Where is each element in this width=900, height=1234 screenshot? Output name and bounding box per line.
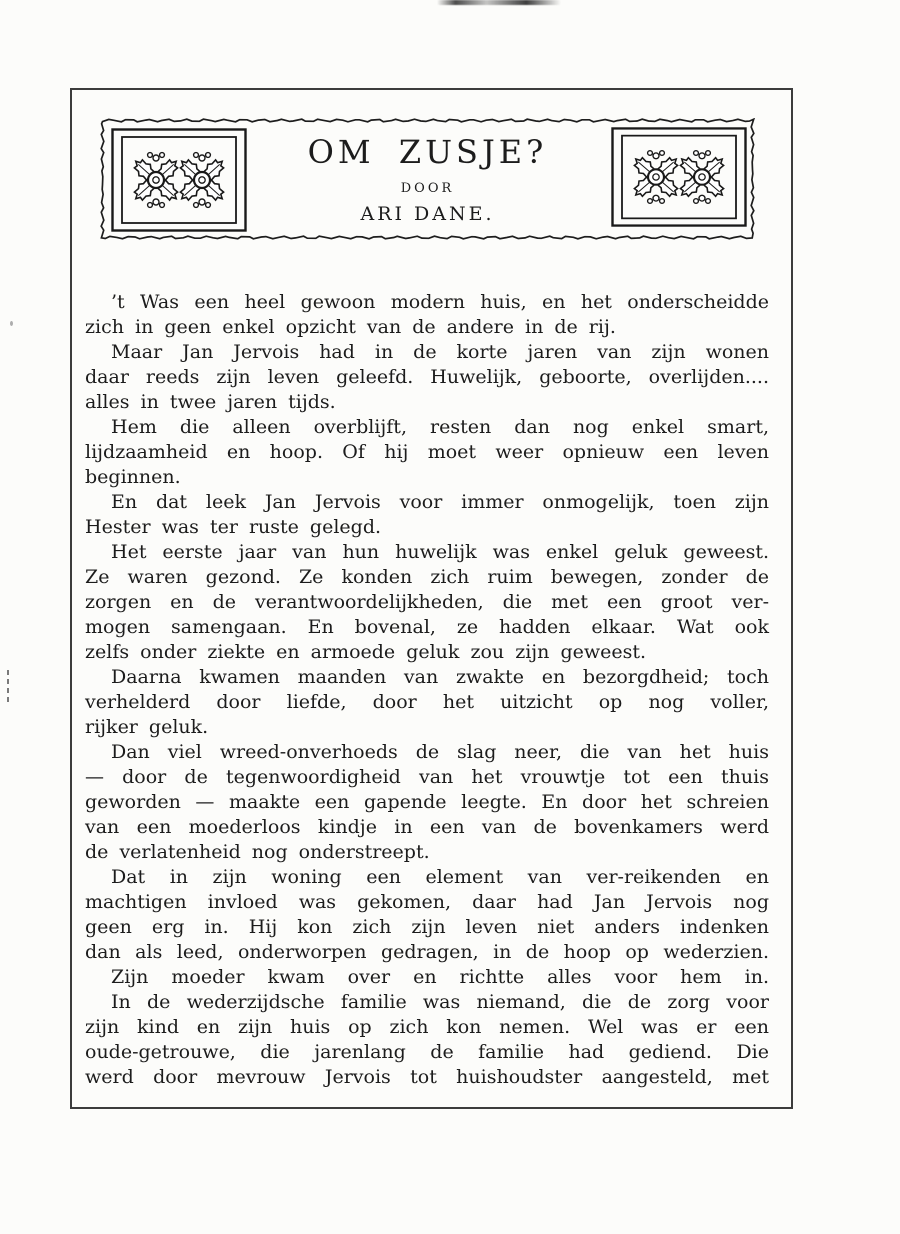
text-line: zorgen en de verantwoordelijkheden, die met een groot ver- <box>85 591 769 613</box>
page-border-frame <box>70 88 793 1109</box>
text-line: de verlatenheid nog onderstreept. <box>85 841 430 863</box>
paragraph <box>85 290 769 340</box>
paragraph <box>85 415 769 490</box>
scan-artifact-margin-dot <box>10 321 13 326</box>
title-header-box <box>100 118 755 240</box>
text-line: Maar Jan Jervois had in de korte jaren van zijn wonen <box>111 341 769 363</box>
text-line: zijn kind en zijn huis op zich kon nemen. Wel was er een <box>85 1016 769 1038</box>
text-line: Daarna kwamen maanden van zwakte en bezorgdheid; toch <box>111 666 769 688</box>
text-line: Dan viel wreed-onverhoeds de slag neer, die van het huis <box>111 741 769 763</box>
text-line: zelfs onder ziekte en armoede geluk zou zijn geweest. <box>85 641 647 663</box>
paragraph <box>85 340 769 415</box>
text-line: Hem die alleen overblijft, resten dan nog enkel smart, <box>111 416 769 438</box>
text-line: En dat leek Jan Jervois voor immer onmogelijk, toen zijn <box>111 491 769 513</box>
body-text <box>85 290 769 1090</box>
text-line: dan als leed, onderworpen gedragen, in de hoop op wederzien. <box>85 941 769 963</box>
oak-leaf-ornament-left-icon <box>111 128 247 232</box>
text-line: Ze waren gezond. Ze konden zich ruim bewegen, zonder de <box>85 566 769 588</box>
text-line: Het eerste jaar van hun huwelijk was enkel geluk geweest. <box>111 541 769 563</box>
oak-leaf-ornament-right-icon <box>611 127 747 227</box>
author-name: ARI DANE. <box>360 203 495 225</box>
text-line: werd door mevrouw Jervois tot huishoudster aangesteld, met <box>85 1066 769 1088</box>
text-line: geworden — maakte een gapende leegte. En door het schreien <box>85 791 769 813</box>
paragraph <box>85 865 769 965</box>
text-line: alles in twee jaren tijds. <box>85 391 336 413</box>
text-line: rijker geluk. <box>85 716 209 738</box>
text-line: beginnen. <box>85 466 181 488</box>
byline: DOOR <box>400 181 455 196</box>
text-line: zich in geen enkel opzicht van de andere in de rij. <box>85 316 616 338</box>
text-line: daar reeds zijn leven geleefd. Huwelijk, geboorte, overlijden.... <box>85 366 769 388</box>
text-line: verhelderd door liefde, door het uitzicht op nog voller, <box>85 691 769 713</box>
paragraph <box>85 990 769 1090</box>
scan-artifact-top-smudge <box>437 0 561 5</box>
paragraph <box>85 665 769 740</box>
text-line: Dat in zijn woning een element van ver-reikenden en <box>111 866 769 888</box>
text-line: machtigen invloed was gekomen, daar had Jan Jervois nog <box>85 891 769 913</box>
paragraph <box>85 965 769 990</box>
scan-artifact-margin-mark <box>7 670 9 704</box>
title-block <box>250 118 605 225</box>
text-line: Hester was ter ruste gelegd. <box>85 516 382 538</box>
text-line: mogen samengaan. En bovenal, ze hadden elkaar. Wat ook <box>85 616 769 638</box>
text-line: lijdzaamheid en hoop. Of hij moet weer opnieuw een leven <box>85 441 769 463</box>
text-line: Zijn moeder kwam over en richtte alles voor hem in. <box>111 966 769 988</box>
text-line: van een moederloos kindje in een van de bovenkamers werd <box>85 816 769 838</box>
paragraph <box>85 740 769 865</box>
text-line: geen erg in. Hij kon zich zijn leven niet anders indenken <box>85 916 769 938</box>
text-line: ’t Was een heel gewoon modern huis, en het onderscheidde <box>111 291 769 313</box>
text-line: oude-getrouwe, die jarenlang de familie had gediend. Die <box>85 1041 769 1063</box>
paragraph <box>85 540 769 665</box>
paragraph <box>85 490 769 540</box>
page-title: OM ZUSJE? <box>307 133 548 171</box>
text-line: In de wederzijdsche familie was niemand, die de zorg voor <box>111 991 769 1013</box>
text-line: — door de tegenwoordigheid van het vrouwtje tot een thuis <box>85 766 769 788</box>
